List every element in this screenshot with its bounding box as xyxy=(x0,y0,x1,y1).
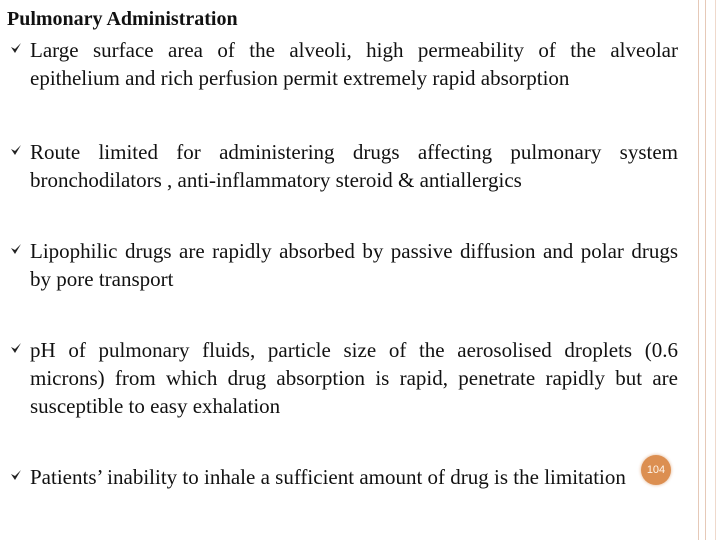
diamond-checkmark-icon xyxy=(10,41,22,53)
bullet-text: pH of pulmonary fluids, particle size of the aerosolised droplets (0.6 microns) from which drug absorption is rapid, penetrate rapidly but are susceptible to easy exhalation xyxy=(30,338,678,418)
slide-title: Pulmonary Administration xyxy=(7,8,238,30)
bullet-text: Large surface area of the alveoli, high permeability of the alveolar epithelium and rich perfusion permit extremely rapid absorption xyxy=(30,38,678,90)
diamond-checkmark-icon xyxy=(10,468,22,480)
right-border-decoration xyxy=(698,0,706,540)
page-number-badge: 104 xyxy=(641,455,671,485)
bullet-text: Lipophilic drugs are rapidly absorbed by passive diffusion and polar drugs by pore transport xyxy=(30,239,678,291)
bullet-text: Patients’ inability to inhale a sufficient amount of drug is the limitation xyxy=(30,465,626,489)
bullet-text: Route limited for administering drugs affecting pulmonary system bronchodilators , anti-inflammatory steroid & antiallergics xyxy=(30,140,678,192)
diamond-checkmark-icon xyxy=(10,242,22,254)
diamond-checkmark-icon xyxy=(10,143,22,155)
diamond-checkmark-icon xyxy=(10,341,22,353)
right-border-line xyxy=(715,0,716,540)
